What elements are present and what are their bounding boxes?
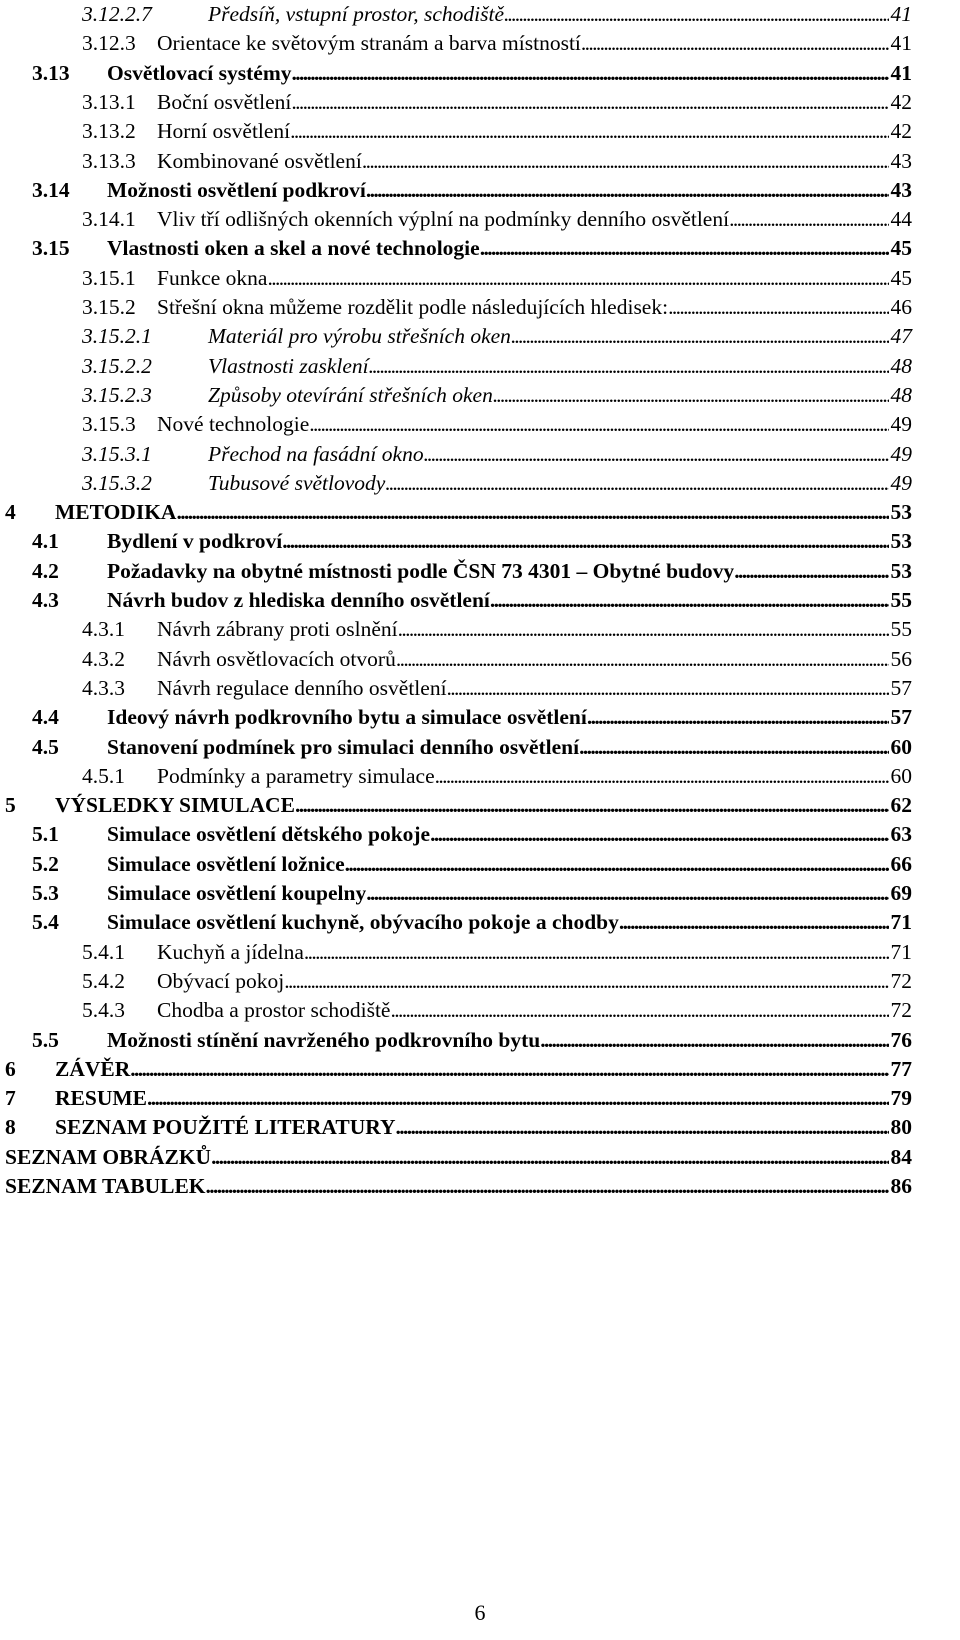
toc-entry[interactable] [0,205,912,233]
toc-entry[interactable] [0,0,912,28]
toc-entry[interactable] [0,440,912,468]
dot-leader [309,410,888,438]
toc-entry-page: 80 [890,1115,912,1140]
toc-entry[interactable] [0,557,912,585]
toc-entry-page: 69 [890,881,912,905]
toc-entry-number: 3.13.2 [82,119,136,144]
toc-entry[interactable] [0,820,912,848]
toc-entry-page: 84 [890,1144,912,1169]
toc-entry-number: 4.5 [32,734,59,759]
toc-entry[interactable] [0,176,912,204]
toc-entry-page: 53 [890,529,912,554]
toc-entry[interactable] [0,410,912,438]
toc-entry[interactable] [0,703,912,731]
toc-entry-page: 49 [890,470,912,495]
toc-entry-number: 3.15.3.2 [82,470,152,495]
dot-leader [284,967,888,995]
toc-entry-title: Předsíň, vstupní prostor, schodiště [208,2,505,26]
toc-entry-page: 53 [890,500,912,525]
toc-entry[interactable] [0,498,912,526]
toc-entry-title: Simulace osvětlení kuchyně, obývacího pokoje a chodby [107,910,619,935]
toc-entry-number: 3.15.2.2 [82,353,152,378]
toc-entry-page: 57 [890,705,912,730]
toc-entry-page: 48 [890,382,912,407]
dot-leader [396,1113,889,1141]
toc-entry-number: 5.4.2 [82,968,125,993]
toc-entry-page: 42 [890,89,912,114]
toc-entry-page: 49 [890,412,912,437]
toc-entry-title: Přechod na fasádní okno [208,441,424,466]
dot-leader [366,879,888,907]
dot-leader [304,938,889,966]
dot-leader [430,820,888,848]
dot-leader [447,674,889,702]
toc-entry-page: 56 [890,646,912,671]
toc-entry-number: 4 [5,500,16,525]
toc-entry[interactable] [0,29,912,57]
toc-entry[interactable] [0,850,912,878]
toc-entry[interactable] [0,469,912,497]
toc-entry[interactable] [0,879,912,907]
toc-entry-title: ZÁVĚR [55,1056,131,1081]
toc-entry[interactable] [0,762,912,790]
toc-entry-page: 63 [890,822,912,847]
toc-entry-page: 42 [890,119,912,144]
toc-entry-number: 4.3.2 [82,646,125,671]
toc-entry-title: SEZNAM POUŽITÉ LITERATURY [55,1115,396,1140]
dot-leader [385,469,888,497]
toc-entry-title: Střešní okna můžeme rozdělit podle následujících hledisek: [157,295,669,319]
dot-leader [493,381,889,409]
toc-entry-title: Simulace osvětlení koupelny [107,881,367,905]
toc-entry-number: 5.2 [32,851,59,876]
dot-leader [511,322,889,350]
toc-entry-page: 77 [890,1056,912,1081]
toc-entry-number: 3.15.3 [82,412,136,437]
toc-entry-title: Obývací pokoj [157,968,285,993]
toc-entry-page: 45 [890,236,912,261]
dot-leader [176,498,888,526]
toc-entry-title: Materiál pro výrobu střešních oken [208,324,511,349]
toc-entry-page: 76 [890,1027,912,1052]
toc-entry-number: 7 [5,1086,16,1111]
toc-entry-number: 4.3 [32,588,59,612]
dot-leader [579,733,888,761]
dot-leader [292,59,889,87]
toc-entry[interactable] [0,586,912,614]
toc-entry[interactable] [0,938,912,966]
dot-leader [668,293,888,321]
toc-entry[interactable] [0,674,912,702]
toc-entry-title: Nové technologie [157,412,310,437]
toc-entry-number: 5.4.3 [82,998,125,1023]
toc-entry[interactable] [0,352,912,380]
toc-entry-title: SEZNAM OBRÁZKŮ [5,1144,212,1169]
toc-entry-number: 3.15.2.3 [82,382,152,407]
toc-entry-title: Tubusové světlovody [208,470,386,495]
toc-entry-title: Vlastnosti oken a skel a nové technologie [107,236,480,261]
toc-entry[interactable] [0,147,912,175]
dot-leader [362,147,889,175]
toc-entry-number: 3.15.3.1 [82,441,152,466]
toc-entry-page: 46 [890,295,912,319]
toc-entry-page: 72 [890,968,912,993]
toc-entry-page: 41 [890,2,912,26]
toc-entry-number: 5 [5,793,16,818]
toc-entry-number: 5.1 [32,822,59,847]
dot-leader [291,88,888,116]
toc-entry[interactable] [0,88,912,116]
toc-entry-title: Boční osvětlení [157,89,292,114]
toc-entry-page: 71 [890,939,912,964]
toc-entry-title: METODIKA [55,500,177,525]
toc-entry-title: Simulace osvětlení ložnice [107,851,345,876]
toc-entry-page: 45 [890,265,912,290]
dot-leader [295,791,889,819]
toc-entry-page: 43 [890,148,912,173]
toc-entry-title: Návrh zábrany proti oslnění [157,617,398,642]
dot-leader [290,117,888,145]
dot-leader [282,527,888,555]
dot-leader [396,645,889,673]
toc-entry-title: Podmínky a parametry simulace [157,763,435,788]
toc-entry-title: Stanovení podmínek pro simulaci denního osvětlení [107,734,580,759]
toc-entry[interactable] [0,1172,912,1200]
toc-entry[interactable] [0,1055,912,1083]
toc-entry-title: Možnosti osvětlení podkroví [107,177,366,202]
toc-entry[interactable] [0,264,912,292]
dot-leader [211,1143,888,1171]
toc-entry[interactable] [0,1084,912,1112]
toc-entry[interactable] [0,791,912,819]
toc-entry-number: 3.15.2.1 [82,324,152,349]
toc-entry-number: 5.4.1 [82,939,125,964]
toc-entry-title: RESUME [55,1086,147,1111]
dot-leader [734,557,888,585]
dot-leader [619,908,889,936]
dot-leader [366,176,889,204]
toc-entry-title: SEZNAM TABULEK [5,1174,206,1198]
toc-entry-title: Požadavky na obytné místnosti podle ČSN 73 4301 – Obytné budovy [107,558,735,583]
toc-entry-title: Osvětlovací systémy [107,60,292,85]
toc-entry[interactable] [0,967,912,995]
toc-entry[interactable] [0,908,912,936]
dot-leader [147,1084,889,1112]
dot-leader [587,703,889,731]
toc-entry-page: 66 [890,851,912,876]
toc-entry[interactable] [0,381,912,409]
toc-entry-page: 44 [890,207,912,232]
toc-entry-number: 3.12.2.7 [82,2,152,26]
toc-entry-page: 41 [890,31,912,56]
toc-entry[interactable] [0,527,912,555]
toc-entry-number: 5.3 [32,881,59,905]
dot-leader [435,762,889,790]
dot-leader [130,1055,888,1083]
toc-entry-number: 4.3.3 [82,675,125,700]
toc-entry-number: 3.12.3 [82,31,136,56]
dot-leader [398,615,889,643]
dot-leader [390,996,888,1024]
toc-entry-title: Kombinované osvětlení [157,148,362,173]
toc-entry[interactable] [0,996,912,1024]
toc-entry-title: Vlastnosti zasklení [208,353,369,378]
toc-entry-title: Kuchyň a jídelna [157,939,304,964]
dot-leader [581,29,889,57]
toc-entry-number: 3.13 [32,60,70,85]
toc-entry[interactable] [0,234,912,262]
toc-entry-page: 60 [890,763,912,788]
toc-entry-title: Návrh osvětlovacích otvorů [157,646,396,671]
dot-leader [729,205,888,233]
toc-entry[interactable] [0,117,912,145]
toc-entry-page: 43 [890,177,912,202]
toc-entry-title: Horní osvětlení [157,119,291,144]
toc-entry-number: 4.4 [32,705,59,730]
toc-entry-number: 8 [5,1115,16,1140]
toc-entry[interactable] [0,322,912,350]
toc-entry-number: 3.14.1 [82,207,136,232]
toc-entry[interactable] [0,1143,912,1171]
toc-entry-number: 4.3.1 [82,617,125,642]
toc-entry-title: Funkce okna [157,265,268,290]
dot-leader [267,264,888,292]
toc-entry-page: 53 [890,558,912,583]
toc-entry[interactable] [0,645,912,673]
dot-leader [369,352,889,380]
toc-entry-number: 4.1 [32,529,59,554]
toc-entry-title: Způsoby otevírání střešních oken [208,382,493,407]
toc-entry-page: 55 [890,588,912,612]
toc-entry-number: 5.4 [32,910,59,935]
toc-entry-page: 55 [890,617,912,642]
toc-entry-title: Orientace ke světovým stranám a barva místností [157,31,581,56]
toc-entry-page: 79 [890,1086,912,1111]
toc-entry-number: 6 [5,1056,16,1081]
toc-entry-page: 47 [890,324,912,349]
dot-leader [540,1026,888,1054]
toc-entry-title: Bydlení v podkroví [107,529,283,554]
toc-entry[interactable] [0,293,912,321]
toc-entry-number: 3.14 [32,177,70,202]
toc-entry-number: 3.15.1 [82,265,136,290]
toc-entry-number: 3.13.1 [82,89,136,114]
toc-entry-title: Chodba a prostor schodiště [157,998,391,1023]
toc-entry-page: 48 [890,353,912,378]
toc-entry-title: Simulace osvětlení dětského pokoje [107,822,431,847]
toc-entry-page: 62 [890,793,912,818]
toc-entry[interactable] [0,1113,912,1141]
toc-entry-page: 60 [890,734,912,759]
toc-entry-number: 3.15 [32,236,70,261]
toc-entry-title: Vliv tří odlišných okenních výplní na podmínky denního osvětlení [157,207,730,232]
toc-entry[interactable] [0,59,912,87]
dot-leader [345,850,889,878]
toc-entry-number: 3.13.3 [82,148,136,173]
dot-leader [424,440,889,468]
toc-entry-page: 57 [890,675,912,700]
dot-leader [490,586,889,614]
toc-entry-title: Návrh budov z hlediska denního osvětlení [107,588,490,612]
toc-entry-title: Možnosti stínění navrženého podkrovního bytu [107,1027,541,1052]
toc-entry[interactable] [0,615,912,643]
toc-entry-page: 86 [890,1174,912,1198]
toc-entry-title: Návrh regulace denního osvětlení [157,675,447,700]
page-number: 6 [474,1600,486,1625]
toc-entry[interactable] [0,733,912,761]
toc-entry-page: 72 [890,998,912,1023]
toc-entry-number: 5.5 [32,1027,59,1052]
toc-entry-title: VÝSLEDKY SIMULACE [55,793,295,818]
dot-leader [504,0,888,28]
toc-entry-page: 49 [890,441,912,466]
toc-entry-page: 41 [890,60,912,85]
toc-entry-number: 4.2 [32,558,59,583]
toc-entry-title: Ideový návrh podkrovního bytu a simulace osvětlení [107,705,587,730]
toc-entry-number: 3.15.2 [82,295,136,319]
dot-leader [206,1172,889,1200]
toc-entry-number: 4.5.1 [82,763,125,788]
dot-leader [480,234,889,262]
toc-entry[interactable] [0,1026,912,1054]
toc-entry-page: 71 [890,910,912,935]
